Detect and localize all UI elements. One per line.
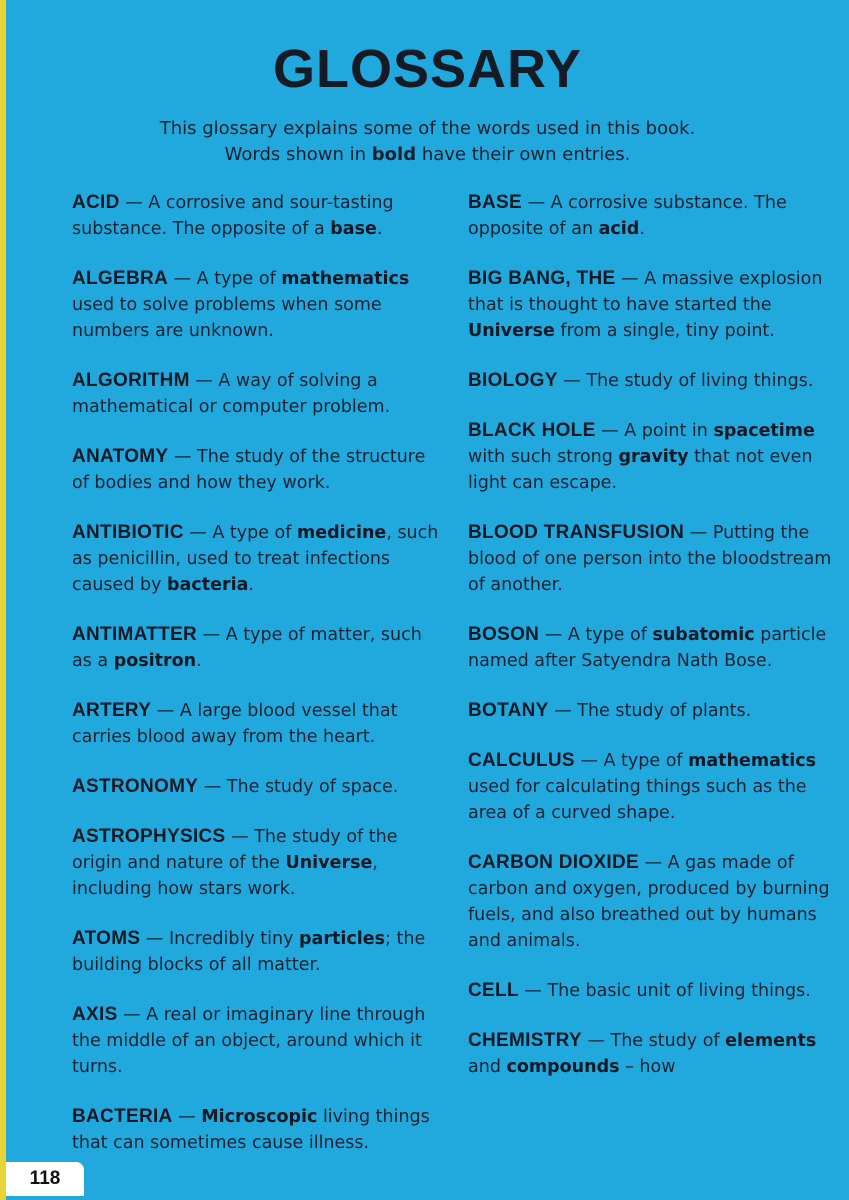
glossary-term: BLACK HOLE [468, 420, 596, 441]
definition-text: from a single, tiny point. [554, 321, 775, 341]
glossary-term: CELL [468, 980, 519, 1001]
glossary-term: ANTIBIOTIC [72, 522, 184, 543]
glossary-entry [468, 978, 838, 1004]
cross-reference-term: gravity [618, 447, 689, 467]
glossary-entry [468, 1028, 838, 1080]
definition-text: . [248, 575, 254, 595]
glossary-term: ANTIMATTER [72, 624, 198, 645]
definition-text: — [172, 1107, 202, 1127]
glossary-entry [72, 520, 442, 598]
intro-text [6, 116, 849, 168]
definition-text: — The study of space. [198, 777, 399, 797]
cross-reference-term: Universe [285, 853, 373, 873]
intro-line-2-bold: bold [371, 144, 417, 165]
glossary-term: CHEMISTRY [468, 1030, 582, 1051]
definition-text: — A gas made of carbon and oxygen, produced by burning fuels, and also breathed out by humans and animals. [468, 853, 830, 951]
definition-text: — The study of living things. [557, 371, 814, 391]
definition-text: , such as penicillin, used to treat infections caused by [72, 523, 439, 595]
cross-reference-term: particles [299, 929, 386, 949]
definition-text: living things that can sometimes cause illness. [72, 1107, 430, 1153]
definition-text: ; the building blocks of all matter. [72, 929, 426, 975]
intro-line-1: This glossary explains some of the words used in this book. [159, 118, 696, 139]
glossary-column-left [72, 190, 442, 1180]
glossary-term: BOSON [468, 624, 540, 645]
glossary-entry [468, 190, 838, 242]
cross-reference-term: spacetime [713, 421, 815, 441]
definition-text: . [196, 651, 202, 671]
glossary-entry [72, 1104, 442, 1156]
glossary-term: ANATOMY [72, 446, 169, 467]
glossary-term: CARBON DIOXIDE [468, 852, 639, 873]
glossary-entry [72, 266, 442, 344]
cross-reference-term: Universe [468, 321, 555, 341]
glossary-term: ALGEBRA [72, 268, 169, 289]
glossary-entry [468, 850, 838, 954]
intro-line-2-post: have their own entries. [421, 144, 631, 165]
glossary-entry [468, 418, 838, 496]
cross-reference-term: compounds [506, 1057, 620, 1077]
definition-text: — A type of [539, 625, 653, 645]
glossary-entry [72, 698, 442, 750]
glossary-term: ACID [72, 192, 120, 213]
glossary-term: BASE [468, 192, 522, 213]
glossary-entry [468, 698, 838, 724]
definition-text: used to solve problems when some numbers are unknown. [72, 295, 382, 341]
definition-text: — A point in [595, 421, 714, 441]
definition-text: — A type of [168, 269, 282, 289]
glossary-entry [468, 266, 838, 344]
glossary-term: CALCULUS [468, 750, 575, 771]
glossary-term: ATOMS [72, 928, 141, 949]
glossary-entry [72, 444, 442, 496]
definition-text: — A type of matter, such as a [72, 625, 422, 671]
cross-reference-term: bacteria [167, 575, 249, 595]
glossary-entry [72, 926, 442, 978]
definition-text: particle named after Satyendra Nath Bose. [468, 625, 827, 671]
glossary-page [6, 0, 849, 1200]
glossary-entry [72, 824, 442, 902]
glossary-term: BOTANY [468, 700, 549, 721]
definition-text: . [639, 219, 645, 239]
definition-text: — The study of the structure of bodies and how they work. [72, 447, 426, 493]
glossary-term: ASTRONOMY [72, 776, 199, 797]
cross-reference-term: mathematics [281, 269, 410, 289]
definition-text: — A way of solving a mathematical or computer problem. [72, 371, 391, 417]
glossary-entry [468, 622, 838, 674]
definition-text: and [468, 1057, 507, 1077]
definition-text: , including how stars work. [72, 853, 378, 899]
glossary-entry [72, 774, 442, 800]
glossary-column-right [468, 190, 838, 1104]
definition-text: — Putting the blood of one person into the bloodstream of another. [468, 523, 832, 595]
intro-line-2 [6, 142, 849, 168]
glossary-term: AXIS [72, 1004, 118, 1025]
glossary-entry [72, 1002, 442, 1080]
definition-text: used for calculating things such as the area of a curved shape. [468, 777, 807, 823]
definition-text: with such strong [468, 447, 619, 467]
definition-text: that not even light can escape. [468, 447, 813, 493]
glossary-entry [468, 748, 838, 826]
glossary-term: ARTERY [72, 700, 152, 721]
definition-text: — A massive explosion that is thought to have started the [468, 269, 823, 315]
cross-reference-term: medicine [296, 523, 387, 543]
glossary-entry [72, 368, 442, 420]
definition-text: — A large blood vessel that carries blood away from the heart. [72, 701, 398, 747]
definition-text: — Incredibly tiny [140, 929, 300, 949]
definition-text: . [376, 219, 383, 239]
definition-text: – how [619, 1057, 676, 1077]
glossary-term: BIOLOGY [468, 370, 558, 391]
glossary-term: ALGORITHM [72, 370, 190, 391]
cross-reference-term: elements [725, 1031, 817, 1051]
definition-text: — A corrosive substance. The opposite of an [468, 193, 787, 239]
page-number: 118 [6, 1162, 84, 1196]
definition-text: — The study of [581, 1031, 726, 1051]
cross-reference-term: positron [113, 651, 197, 671]
definition-text: — A type of [183, 523, 297, 543]
cross-reference-term: mathematics [688, 751, 817, 771]
definition-text: — A real or imaginary line through the middle of an object, around which it turns. [72, 1005, 426, 1077]
cross-reference-term: subatomic [652, 625, 755, 645]
glossary-term: BLOOD TRANSFUSION [468, 522, 685, 543]
glossary-term: BACTERIA [72, 1106, 173, 1127]
glossary-entry [72, 190, 442, 242]
definition-text: — The study of the origin and nature of the [72, 827, 398, 873]
cross-reference-term: Microscopic [201, 1107, 318, 1127]
cross-reference-term: base [330, 219, 377, 239]
definition-text: — A type of [574, 751, 689, 771]
cross-reference-term: acid [598, 219, 640, 239]
glossary-term: ASTROPHYSICS [72, 826, 226, 847]
definition-text: — The basic unit of living things. [518, 981, 811, 1001]
glossary-term: BIG BANG, THE [468, 268, 616, 289]
page-title: GLOSSARY [272, 39, 583, 99]
glossary-entry [72, 622, 442, 674]
definition-text: — The study of plants. [548, 701, 752, 721]
intro-line-2-pre: Words shown in [224, 144, 367, 165]
glossary-entry [468, 368, 838, 394]
definition-text: — A corrosive and sour-tasting substance. The opposite of a [72, 193, 394, 239]
glossary-entry [468, 520, 838, 598]
